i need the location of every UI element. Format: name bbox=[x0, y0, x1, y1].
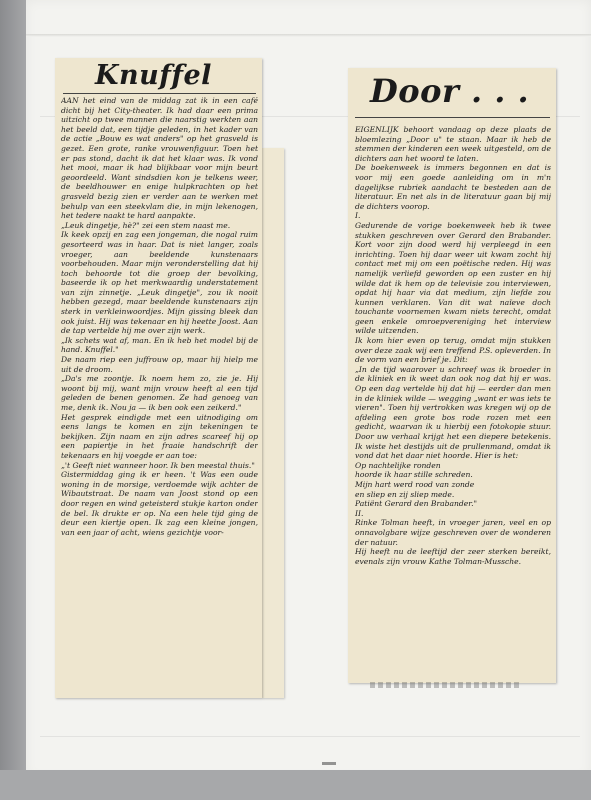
cut-text-fragment bbox=[370, 682, 520, 688]
page-fold bbox=[26, 34, 591, 37]
scan-speck bbox=[322, 762, 336, 765]
page-guide-line bbox=[40, 736, 580, 737]
title-rule bbox=[355, 117, 550, 118]
clipping-body-knuffel: AAN het eind van de middag zat ik in een café dicht bij het City-theater. Ik had daar een prima uitzicht op twee mannen die naarstig werkten aan het beeld dat, een tijdje geleden, in het kader van de actie „Bouw es wat anders" op het grasveld is gezet. Een grote, ranke vrouwenfiguur. Toen het er pas stond, dacht ik dat het klaar was. Ik vond het mooi, maar ik had blijkbaar voor mijn beurt geoordeeld. Want sindsdien kon je telkens weer, de beeldhouwer en enige hulpkrachten op het grasveld bezig zien er verder aan te werken met behulp van een steekvlam die, in mijn lekenogen, het tedere naakt te hard aanpakte. „Leuk dingetje, hè?" zei een stem naast me. Ik keek opzij en zag een jongeman, die nogal ruim gesorteerd was in haar. Dat is niet langer, zoals vroeger, aan beeldende kunstenaars voorbehouden. Maar mijn veronderstelling dat hij toch behoorde tot die groep der bevolking, baseerde ik op het merkwaardig understatement van zijn zinnetje. „Leuk dingetje", zou ik nooit hebben gezegd, maar beeldende kunstenaars zijn sterk in verkleinwoordjes. Mijn gissing bleek dan ook juist. Hij was tekenaar en hij heette Joost. Aan de tap vertelde hij me over zijn werk. „Ik schets wat af, man. En ik heb het model bij de hand. Knuffel." De naam riep een juffrouw op, maar hij hielp me uit de droom. „Da's me zoontje. Ik noem hem zo, zie je. Hij woont bij mij, want mijn vrouw heeft al een tijd geleden de benen genomen. Ze had genoeg van me, denk ik. Nou ja — ik ben ook een zeikerd." Het gesprek eindigde met een uitnodiging om eens langs te komen en zijn tekeningen te bekijken. Zijn naam en zijn adres scareef hij op een papiertje in het fraaie handschrift der tekenaars en hij voegde er aan toe: „'t Geeft niet wanneer hoor. Ik ben meestal thuis." Gistermiddag ging ik er heen. 't Was een oude woning in de morsige, verdoemde wijk achter de Wibautstraat. De naam van Joost stond op een door regen en wind geteisterd stukje karton onder de bel. Ik drukte er op. Na een hele tijd ging de deur een kiertje open. Ik zag een kleine jongen, van een jaar of acht, wiens gezichtje voor- bbox=[61, 96, 258, 537]
scan-edge-left bbox=[0, 0, 28, 800]
clipping-title-door: Door . . . bbox=[370, 72, 530, 110]
clipping-body-door: EIGENLIJK behoort vandaag op deze plaats de bloemlezing „Door u" te staan. Maar ik heb de stemmen der kinderen een week uitgesteld, om de dichters aan het woord te laten. De boekenweek is immers begonnen en dat is voor mij een goede aanleiding om in m'n dagelijkse rubriek aandacht te besteden aan de literatuur. En net als in de literatuur gaan bij mij de dichters voorop. I. Gedurende de vorige boekenweek heb ik twee stukken geschreven over Gerard den Brabander. Kort voor zijn dood werd hij verpleegd in een inrichting. Toen hij daar weer uit kwam zocht hij contact met mij om een poëtische reden. Hij was namelijk verliefd geworden op een zuster en hij wilde dat ik hem op de televisie zou interviewen, opdat hij haar via dat medium, zijn liefde zou kunnen verklaren. Van dit wat naïeve doch touchante voornemen kwam niets terecht, omdat geen enkele omroepvereniging het interview wilde uitzenden. Ik kom hier even op terug, omdat mijn stukken over deze zaak wij een treffend P.S. opleverden. In de vorm van een brief je. Dit: „In de tijd waarover u schreef was ik broeder in de kliniek en ik weet dan ook nog dat hij er was. Op een dag vertelde hij dat hij — eerder dan men in de kliniek wilde — wegging „want er was iets te vieren". Toen hij vertrokken was kregen wij op de afdeling een grote bos rode rozen met een gedicht, waarvan ik u hierbij een fotokopie stuur. Door uw verhaal krijgt het een diepere betekenis. Ik wiste het destijds uit de prullenmand, omdat ik vond dat het daar niet hoorde. Hier is het: Op nachtelijke ronden hoorde ik haar stille schreden. Mijn hart werd rood van zonde en sliep en zij sliep mede. Patiënt Gerard den Brabander." II. Rinke Tolman heeft, in vroeger jaren, veel en op onnavolgbare wijze geschreven over de wonderen der natuur. Hij heeft nu de leeftijd der zeer sterken bereikt, evenals zijn vrouw Kathe Tolman-Mussche. bbox=[355, 125, 551, 566]
scan-edge-bottom bbox=[0, 770, 591, 800]
title-rule bbox=[63, 93, 256, 94]
clipping-title-knuffel: Knuffel bbox=[95, 60, 212, 91]
clipping-left-tab bbox=[262, 148, 284, 698]
